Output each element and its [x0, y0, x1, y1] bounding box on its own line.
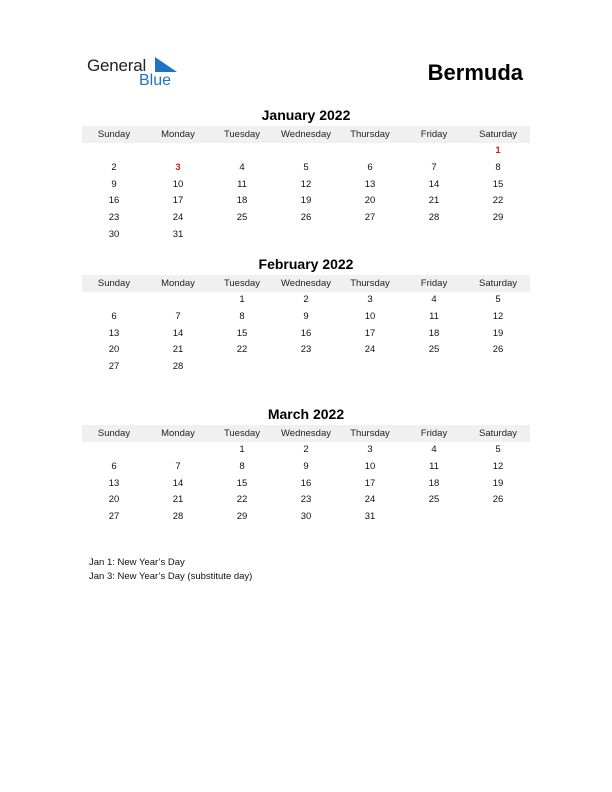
day-cell: 6 — [111, 460, 117, 472]
day-cell: 11 — [429, 310, 439, 322]
day-cell: 5 — [495, 294, 501, 305]
empty-day-cell — [338, 359, 402, 376]
day-cell: 2 — [303, 444, 309, 455]
empty-day-cell — [274, 143, 338, 160]
month-calendar-january — [82, 106, 530, 244]
day-cell: 12 — [492, 460, 504, 472]
day-cell: 25 — [428, 494, 440, 506]
day-cell: 19 — [492, 477, 504, 489]
week-row — [82, 459, 530, 476]
day-cell: 14 — [428, 178, 440, 190]
day-cell: 21 — [428, 195, 440, 207]
empty-day-cell — [402, 509, 466, 526]
week-row — [82, 227, 530, 244]
empty-day-cell — [338, 143, 402, 160]
week-row — [82, 143, 530, 160]
month-calendar-march — [82, 405, 530, 526]
day-cell: 17 — [172, 195, 184, 207]
day-cell: 20 — [364, 195, 376, 207]
day-cell: 15 — [236, 327, 248, 339]
empty-day-cell — [274, 359, 338, 376]
weekday-header: Tuesday — [223, 129, 261, 140]
holiday-notes — [89, 556, 252, 584]
weekday-header: Wednesday — [281, 428, 331, 439]
week-row — [82, 177, 530, 194]
day-cell: 18 — [236, 195, 248, 207]
day-cell: 24 — [364, 344, 376, 356]
day-cell: 1 — [239, 444, 245, 455]
month-calendar-february — [82, 255, 530, 376]
empty-day-cell — [82, 292, 146, 309]
empty-day-cell — [82, 143, 146, 160]
empty-day-cell — [210, 143, 274, 160]
day-cell: 22 — [492, 195, 504, 207]
month-weeks — [82, 442, 530, 526]
empty-day-cell — [146, 442, 210, 459]
day-cell: 5 — [495, 444, 501, 455]
day-cell: 14 — [172, 477, 184, 489]
week-row — [82, 160, 530, 177]
day-cell: 12 — [492, 310, 504, 322]
empty-day-cell — [210, 359, 274, 376]
month-weeks — [82, 143, 530, 244]
country-title: Bermuda — [427, 60, 523, 85]
weekday-header-row — [82, 275, 530, 292]
logo-blue-text: Blue — [139, 72, 172, 89]
day-cell: 10 — [364, 310, 376, 322]
day-cell: 10 — [172, 178, 184, 190]
empty-day-cell — [274, 227, 338, 244]
day-cell: 16 — [300, 327, 312, 339]
day-cell: 17 — [364, 327, 376, 339]
empty-day-cell — [146, 292, 210, 309]
day-cell: 30 — [300, 511, 312, 523]
day-cell: 13 — [108, 477, 120, 489]
weekday-header: Wednesday — [281, 278, 331, 289]
week-row — [82, 359, 530, 376]
day-cell: 8 — [239, 310, 245, 322]
generalblue-logo — [87, 56, 187, 92]
day-cell: 20 — [108, 494, 120, 506]
weekday-header-row — [82, 425, 530, 442]
weekday-header: Saturday — [478, 129, 518, 140]
day-cell: 9 — [303, 310, 309, 322]
weekday-header-row — [82, 126, 530, 143]
empty-day-cell — [466, 509, 530, 526]
day-cell: 1 — [239, 294, 245, 305]
empty-day-cell — [338, 227, 402, 244]
weekday-header: Monday — [161, 129, 195, 140]
month-title: March 2022 — [267, 406, 345, 422]
empty-day-cell — [402, 359, 466, 376]
day-cell: 19 — [300, 195, 312, 207]
empty-day-cell — [210, 227, 274, 244]
day-cell: 2 — [111, 161, 117, 173]
weekday-header: Friday — [420, 428, 448, 439]
day-cell: 6 — [111, 310, 117, 322]
day-cell: 15 — [492, 178, 504, 190]
day-cell: 18 — [428, 477, 440, 489]
day-cell: 13 — [108, 327, 120, 339]
week-row — [82, 342, 530, 359]
day-cell: 18 — [428, 327, 440, 339]
day-cell: 11 — [237, 178, 247, 190]
weekday-header: Sunday — [97, 278, 131, 289]
weekday-header: Thursday — [350, 129, 390, 140]
weekday-header: Sunday — [97, 129, 131, 140]
day-cell: 7 — [175, 460, 181, 472]
day-cell: 23 — [300, 494, 312, 506]
week-row — [82, 509, 530, 526]
day-cell: 14 — [172, 327, 184, 339]
month-weeks — [82, 292, 530, 376]
day-cell: 11 — [429, 460, 439, 472]
day-cell: 29 — [236, 511, 248, 523]
day-cell: 16 — [108, 195, 120, 207]
day-cell: 24 — [364, 494, 376, 506]
logo-triangle-icon — [155, 57, 177, 73]
weekday-header: Sunday — [97, 428, 131, 439]
holiday-day-cell: 3 — [175, 161, 181, 173]
day-cell: 15 — [236, 477, 248, 489]
weekday-header: Tuesday — [223, 278, 261, 289]
day-cell: 19 — [492, 327, 504, 339]
day-cell: 12 — [300, 178, 312, 190]
day-cell: 26 — [492, 344, 504, 356]
weekday-header: Thursday — [350, 278, 390, 289]
empty-day-cell — [402, 227, 466, 244]
month-title: January 2022 — [261, 107, 351, 123]
day-cell: 2 — [303, 294, 309, 305]
day-cell: 6 — [367, 161, 373, 173]
week-row — [82, 292, 530, 309]
day-cell: 9 — [303, 460, 309, 472]
week-row — [82, 210, 530, 227]
day-cell: 28 — [172, 361, 184, 373]
day-cell: 23 — [108, 212, 120, 224]
weekday-header: Saturday — [478, 428, 518, 439]
day-cell: 22 — [236, 344, 248, 356]
holiday-note: Jan 1: New Year’s Day — [89, 557, 185, 568]
month-title: February 2022 — [258, 256, 354, 272]
day-cell: 27 — [364, 212, 376, 224]
day-cell: 28 — [428, 212, 440, 224]
weekday-header: Friday — [420, 278, 448, 289]
empty-day-cell — [82, 442, 146, 459]
week-row — [82, 442, 530, 459]
weekday-header: Saturday — [478, 278, 518, 289]
weekday-header: Thursday — [350, 428, 390, 439]
day-cell: 5 — [303, 161, 309, 173]
weekday-header: Tuesday — [223, 428, 261, 439]
day-cell: 24 — [172, 212, 184, 224]
day-cell: 8 — [495, 161, 501, 173]
day-cell: 23 — [300, 344, 312, 356]
weekday-header: Wednesday — [281, 129, 331, 140]
day-cell: 28 — [172, 511, 184, 523]
week-row — [82, 193, 530, 210]
day-cell: 22 — [236, 494, 248, 506]
day-cell: 25 — [236, 212, 248, 224]
weekday-header: Monday — [161, 278, 195, 289]
empty-day-cell — [146, 143, 210, 160]
weekday-header: Friday — [420, 129, 448, 140]
empty-day-cell — [466, 227, 530, 244]
week-row — [82, 492, 530, 509]
logo-general-text: General — [87, 56, 147, 75]
day-cell: 8 — [239, 460, 245, 472]
day-cell: 20 — [108, 344, 120, 356]
day-cell: 26 — [492, 494, 504, 506]
day-cell: 4 — [431, 444, 437, 455]
day-cell: 9 — [111, 178, 117, 190]
empty-day-cell — [466, 359, 530, 376]
weekday-header: Monday — [161, 428, 195, 439]
day-cell: 31 — [172, 228, 184, 240]
day-cell: 21 — [172, 344, 184, 356]
empty-day-cell — [402, 143, 466, 160]
holiday-day-cell: 1 — [495, 145, 501, 156]
day-cell: 29 — [492, 212, 504, 224]
day-cell: 10 — [364, 460, 376, 472]
day-cell: 26 — [300, 212, 312, 224]
day-cell: 4 — [431, 294, 437, 305]
week-row — [82, 326, 530, 343]
day-cell: 17 — [364, 477, 376, 489]
week-row — [82, 476, 530, 493]
holiday-note: Jan 3: New Year’s Day (substitute day) — [89, 571, 253, 582]
week-row — [82, 309, 530, 326]
day-cell: 3 — [367, 294, 373, 305]
day-cell: 30 — [108, 228, 120, 240]
day-cell: 21 — [172, 494, 184, 506]
day-cell: 7 — [431, 161, 437, 173]
day-cell: 7 — [175, 310, 181, 322]
day-cell: 31 — [364, 511, 376, 523]
day-cell: 3 — [367, 444, 373, 455]
day-cell: 27 — [108, 511, 120, 523]
day-cell: 27 — [108, 361, 120, 373]
day-cell: 25 — [428, 344, 440, 356]
day-cell: 4 — [239, 161, 245, 173]
day-cell: 13 — [364, 178, 376, 190]
day-cell: 16 — [300, 477, 312, 489]
